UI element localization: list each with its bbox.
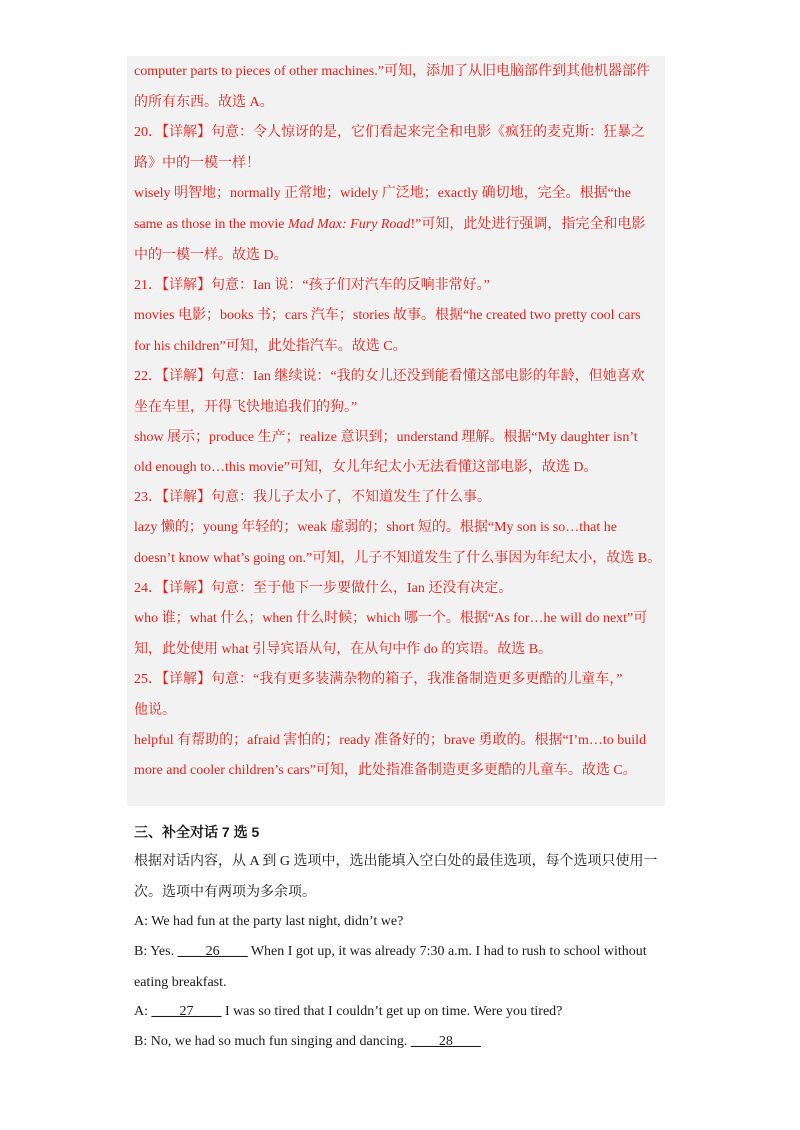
dialog-line-b1 — [134, 942, 647, 962]
answer-line: computer parts to pieces of other machines.”可知，添加了从旧电脑部件到其他机器部件 — [134, 64, 650, 79]
answer-line: 他说。 — [134, 703, 176, 718]
answer-line: 20．【详解】句意：令人惊讶的是，它们看起来完全和电影《疯狂的麦克斯：狂暴之 — [134, 125, 645, 140]
answer-line — [134, 215, 645, 235]
answer-line: 21．【详解】句意：Ian 说：“孩子们对汽车的反响非常好。” — [134, 278, 490, 293]
answer-line: show 展示；produce 生产；realize 意识到；understand 理解。根据“My daughter isn’t — [134, 430, 638, 445]
dialog-text: B: No, we had so much fun singing and dancing. — [134, 1034, 411, 1049]
dialog-line-b1-cont: eating breakfast. — [134, 975, 227, 990]
answer-line: doesn’t know what’s going on.”可知，儿子不知道发生了什么事因为年纪太小，故选 B。 — [134, 551, 662, 566]
dialog-line-a1: A: We had fun at the party last night, didn’t we? — [134, 914, 404, 929]
answer-line-part: same as those in the movie — [134, 217, 288, 232]
blank-27: ____27____ — [151, 1004, 222, 1019]
answer-line: 22．【详解】句意：Ian 继续说：“我的女儿还没到能看懂这部电影的年龄，但她喜欢 — [134, 369, 645, 384]
dialog-text: B: Yes. — [134, 944, 178, 959]
section-title: 三、补全对话 7 选 5 — [134, 824, 260, 840]
dialog-text: A: — [134, 1004, 152, 1019]
instructions-line: 根据对话内容，从 A 到 G 选项中，选出能填入空白处的最佳选项，每个选项只使用一 — [134, 854, 658, 869]
answer-line: wisely 明智地；normally 正常地；widely 广泛地；exactly 确切地，完全。根据“the — [134, 186, 631, 201]
answer-line: 知，此处使用 what 引导宾语从句，在从句中作 do 的宾语。故选 B。 — [134, 642, 553, 657]
dialog-text: I was so tired that I couldn’t get up on time. Were you tired? — [221, 1004, 563, 1019]
answer-line: 24．【详解】句意：至于他下一步要做什么，Ian 还没有决定。 — [134, 581, 513, 596]
answer-line: helpful 有帮助的；afraid 害怕的；ready 准备好的；brave 勇敢的。根据“I’m…to build — [134, 733, 647, 748]
answer-line: 坐在车里，开得飞快地追我们的狗。” — [134, 400, 358, 415]
movie-title: Mad Max: Fury Road — [287, 217, 411, 232]
blank-26: ____26____ — [177, 944, 248, 959]
answer-line: old enough to…this movie”可知，女儿年纪太小无法看懂这部电影，故选 D。 — [134, 460, 598, 475]
answer-line: 路》中的一模一样！ — [134, 156, 260, 171]
answer-line: more and cooler children’s cars”可知，此处指准备制造更多更酷的儿童车。故选 C。 — [134, 763, 637, 778]
answer-line: 25．【详解】句意：“我有更多装满杂物的箱子，我准备制造更多更酷的儿童车，” — [134, 672, 623, 687]
blank-28: ____28____ — [410, 1034, 481, 1049]
dialog-line-a2 — [134, 1002, 562, 1022]
dialog-line-b2 — [134, 1032, 481, 1052]
answer-line: 23．【详解】句意：我儿子太小了，不知道发生了什么事。 — [134, 490, 491, 505]
answer-line: 中的一模一样。故选 D。 — [134, 248, 288, 263]
dialog-text: When I got up, it was already 7:30 a.m. I had to rush to school without — [247, 944, 647, 959]
answer-line: lazy 懒的；young 年轻的；weak 虚弱的；short 短的。根据“My son is so…that he — [134, 520, 617, 535]
answer-line: for his children”可知，此处指汽车。故选 C。 — [134, 339, 407, 354]
answer-line: movies 电影；books 书；cars 汽车；stories 故事。根据“he created two pretty cool cars — [134, 308, 641, 323]
answer-line: 的所有东西。故选 A。 — [134, 95, 274, 110]
answer-line: who 谁；what 什么；when 什么时候；which 哪一个。根据“As for…he will do next”可 — [134, 611, 648, 626]
instructions-line: 次。选项中有两项为多余项。 — [134, 885, 316, 900]
answer-line-part: !”可知，此处进行强调，指完全和电影 — [410, 217, 646, 232]
